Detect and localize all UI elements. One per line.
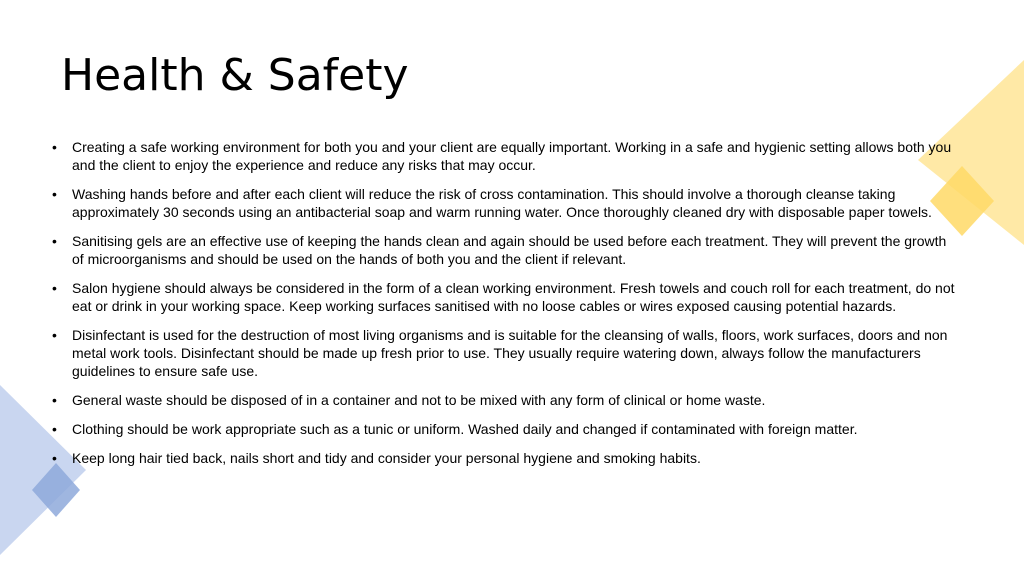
bullet-dot: • — [52, 421, 57, 437]
bullet-text: Keep long hair tied back, nails short and tidy and consider your personal hygiene and smoking habits. — [72, 450, 701, 466]
bullet-list — [52, 138, 957, 478]
bullet-text: Disinfectant is used for the destruction of most living organisms and is suitable for the cleansing of walls, floors, work surfaces, doors and non metal work tools. Disinfectant should be made up fresh prior to use. They usually require watering down, always follow the manufacturers guidelines to ensure safe use. — [72, 327, 948, 379]
bullet-item — [52, 391, 957, 409]
bullet-dot: • — [52, 139, 57, 155]
bullet-text: Washing hands before and after each client will reduce the risk of cross contamination. This should involve a thorough cleanse taking approximately 30 seconds using an antibacterial soap and warm running water. Once thoroughly cleaned dry with disposable paper towels. — [72, 186, 932, 220]
bullet-text: Clothing should be work appropriate such as a tunic or uniform. Washed daily and changed if contaminated with foreign matter. — [72, 421, 858, 437]
bullet-item — [52, 420, 957, 438]
bullet-text: General waste should be disposed of in a container and not to be mixed with any form of clinical or home waste. — [72, 392, 766, 408]
bullet-text: Salon hygiene should always be considered in the form of a clean working environment. Fresh towels and couch roll for each treatment, do not eat or drink in your working space. Keep working surfaces sanitised with no loose cables or wires exposed causing potential hazards. — [72, 280, 955, 314]
bullet-item — [52, 185, 957, 221]
bullet-item — [52, 232, 957, 268]
bullet-item — [52, 138, 957, 174]
bullet-text: Sanitising gels are an effective use of keeping the hands clean and again should be used before each treatment. They will prevent the growth of microorganisms and should be used on the hands of both you and the client if relevant. — [72, 233, 947, 267]
bullet-item — [52, 279, 957, 315]
bullet-dot: • — [52, 327, 57, 343]
bullet-dot: • — [52, 392, 57, 408]
bullet-text: Creating a safe working environment for both you and your client are equally important. Working in a safe and hygienic setting allows both you and the client to enjoy the experience and reduce any risks that may occur. — [72, 139, 952, 173]
bullet-dot: • — [52, 186, 57, 202]
bullet-dot: • — [52, 280, 57, 296]
bullet-dot: • — [52, 450, 57, 466]
slide-title: Health & Safety — [61, 50, 409, 101]
bullet-item — [52, 326, 957, 380]
bullet-item — [52, 449, 957, 467]
bullet-dot: • — [52, 233, 57, 249]
